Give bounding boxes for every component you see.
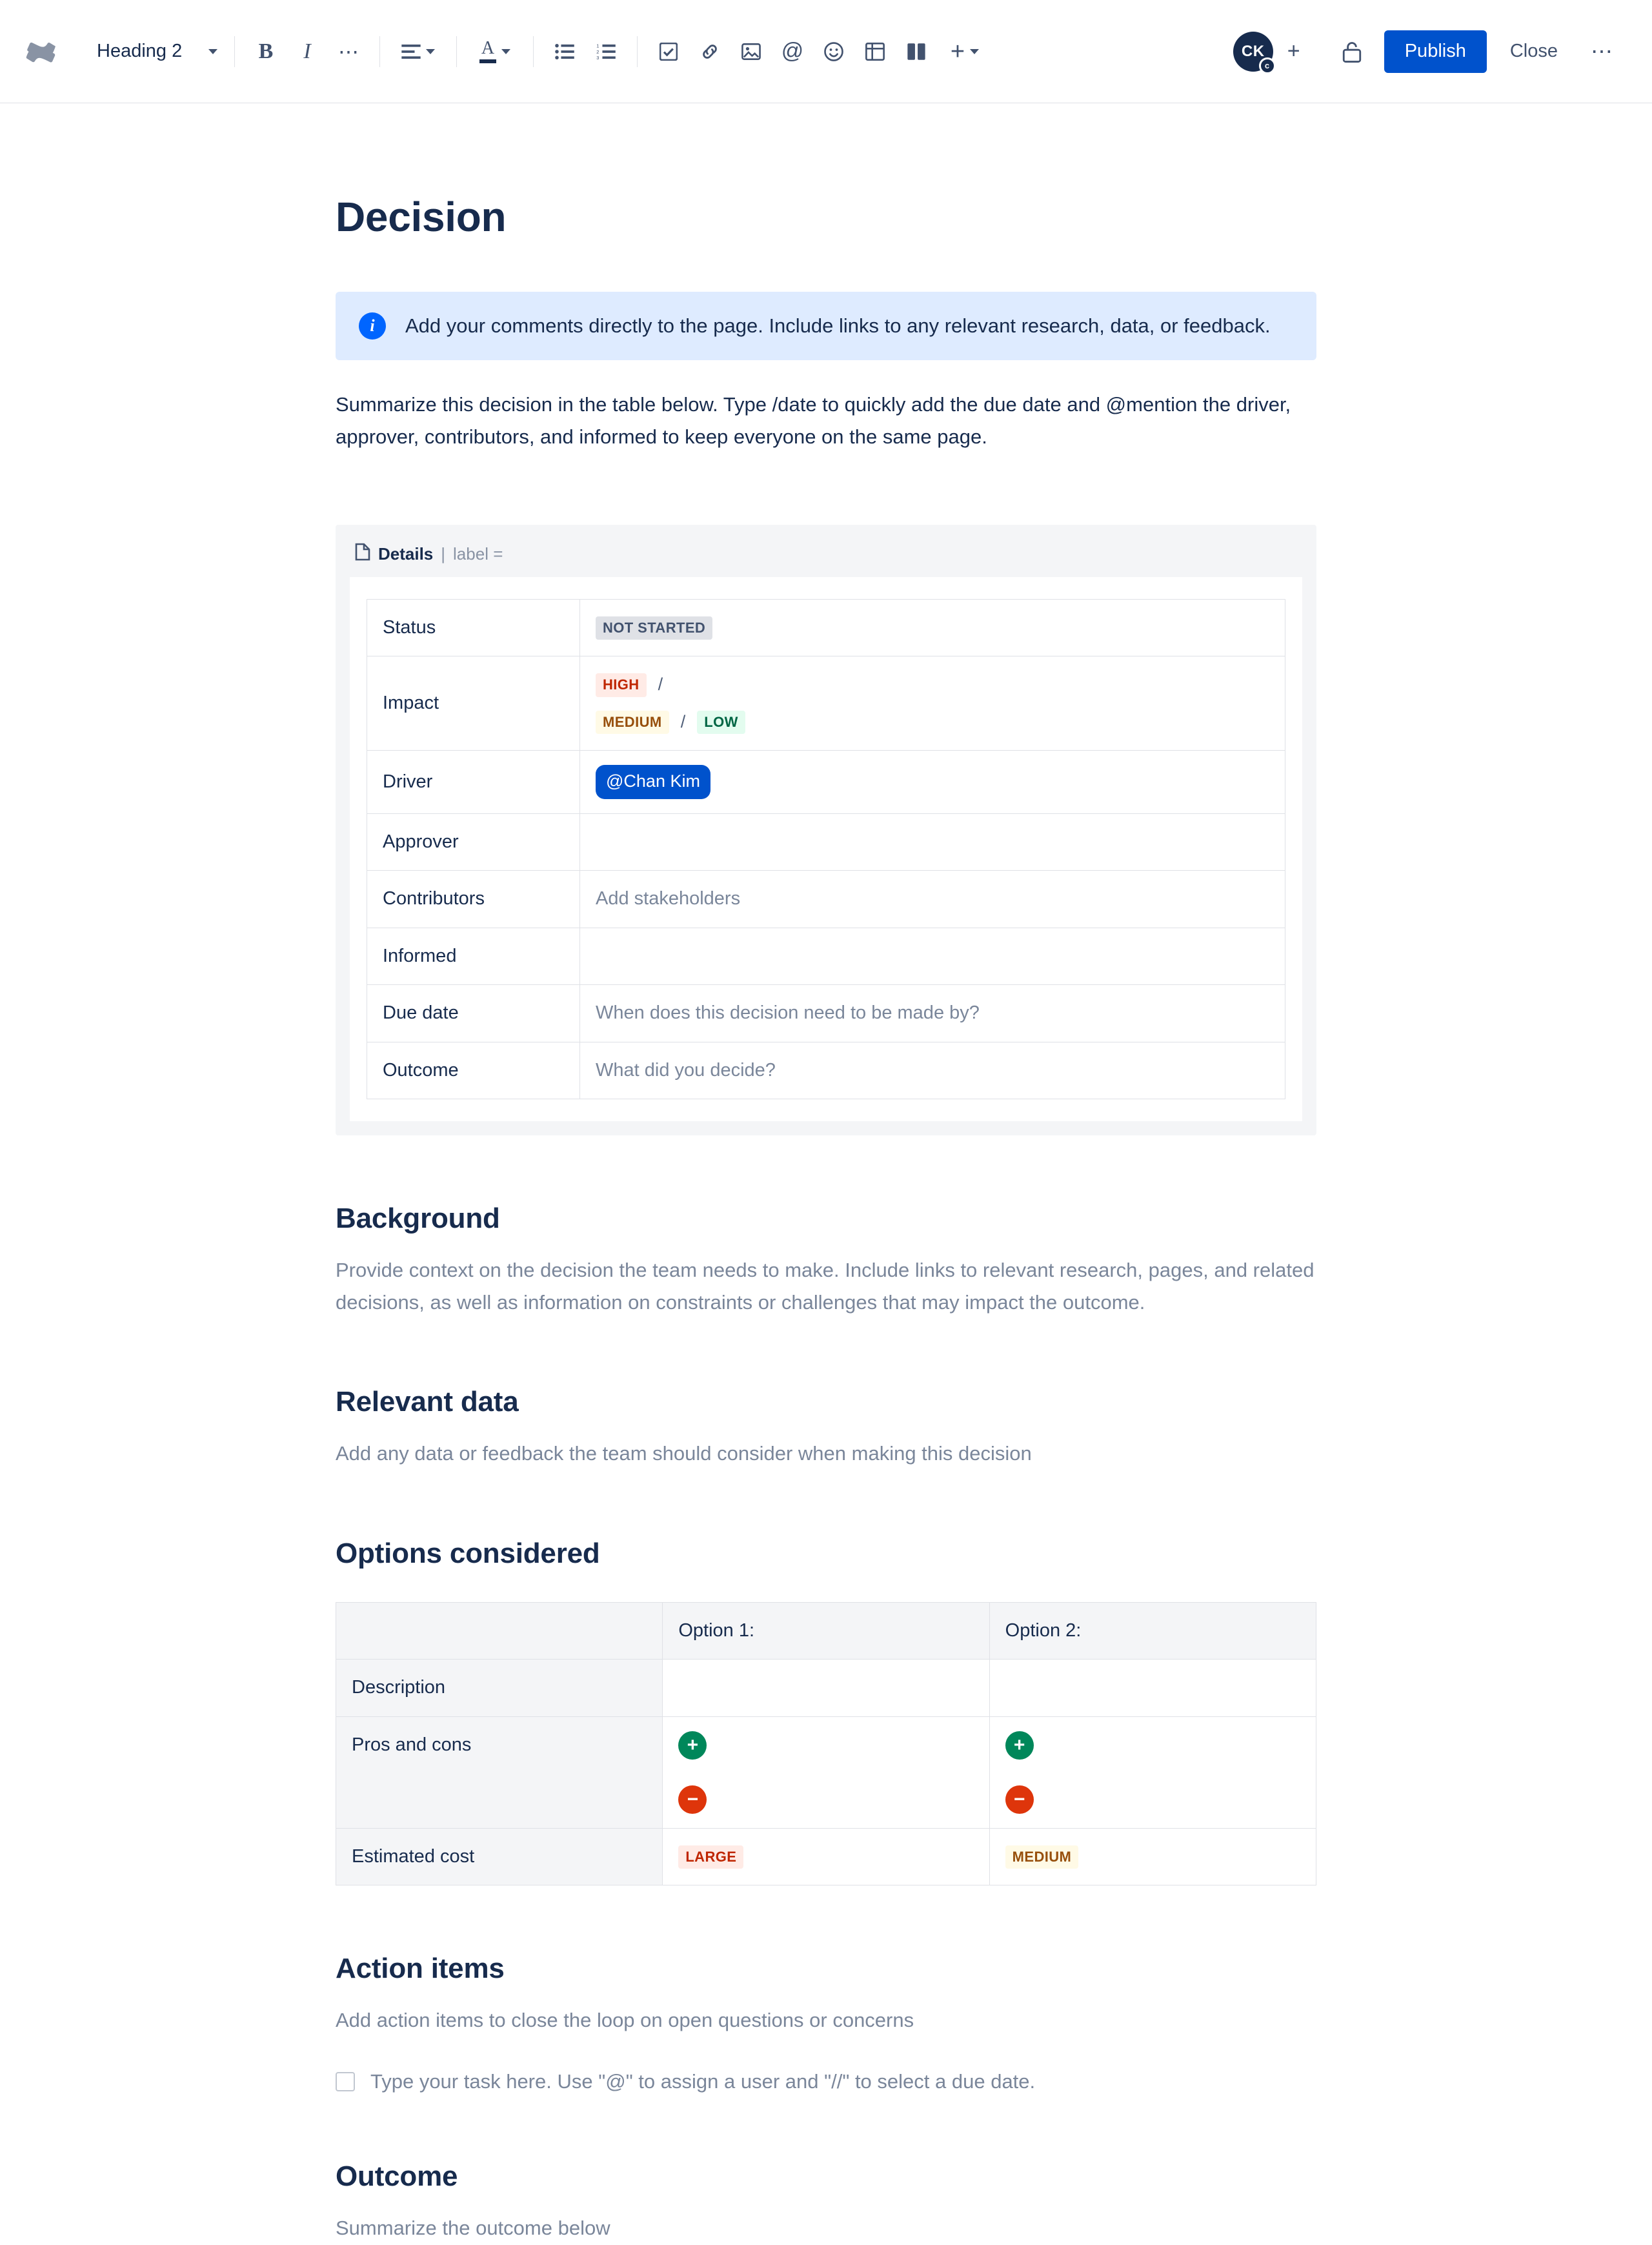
options-col-option2[interactable]: Option 2: [989, 1602, 1316, 1660]
svg-text:3: 3 [596, 54, 599, 59]
publish-button[interactable]: Publish [1384, 30, 1487, 73]
table-row [367, 599, 1285, 656]
emoji-button[interactable] [813, 31, 854, 72]
info-icon: i [359, 312, 386, 340]
task-checkbox[interactable] [336, 2072, 355, 2091]
table-row [336, 1828, 1316, 1885]
bold-button[interactable]: B [258, 39, 274, 63]
details-key-outcome: Outcome [367, 1042, 580, 1099]
details-key-status: Status [367, 599, 580, 656]
section-heading-action-items[interactable]: Action items [336, 1953, 505, 1985]
details-value-impact[interactable] [580, 656, 1285, 751]
table-row [336, 1660, 1316, 1717]
table-row [367, 1042, 1285, 1099]
toolbar-divider [637, 36, 638, 67]
options-col-blank [336, 1602, 663, 1660]
table-row [367, 751, 1285, 814]
options-row-description: Description [336, 1660, 663, 1717]
avatar[interactable] [1233, 32, 1273, 72]
impact-medium-badge: MEDIUM [596, 711, 669, 734]
details-key-contributors: Contributors [367, 871, 580, 928]
details-key-informed: Informed [367, 928, 580, 985]
options-cost-option2[interactable] [989, 1828, 1316, 1885]
text-style-dropdown[interactable] [85, 32, 224, 72]
details-value-contributors[interactable]: Add stakeholders [580, 871, 1285, 928]
avatar-initials: CK [1241, 42, 1265, 60]
options-row-estimated-cost: Estimated cost [336, 1828, 663, 1885]
details-value-driver[interactable] [580, 751, 1285, 814]
minus-icon: − [1005, 1785, 1034, 1814]
toolbar-divider [234, 36, 235, 67]
task-list-item[interactable] [336, 2070, 1316, 2093]
table-row [367, 928, 1285, 985]
mention-button[interactable]: @ [781, 39, 804, 63]
close-button[interactable]: Close [1493, 30, 1575, 73]
section-heading-background[interactable]: Background [336, 1203, 500, 1235]
cost-badge-option1: LARGE [678, 1845, 743, 1869]
impact-low-badge: LOW [697, 711, 745, 734]
page-title[interactable]: Decision [336, 194, 507, 240]
action-items-text[interactable]: Add action items to close the loop on open questions or concerns [336, 2009, 914, 2032]
impact-separator-1: / [658, 675, 663, 695]
chevron-down-icon [501, 49, 510, 54]
options-row-pros-cons: Pros and cons [336, 1716, 663, 1828]
text-style-value: Heading 2 [97, 41, 183, 61]
table-button[interactable] [854, 31, 896, 72]
details-value-due-date[interactable]: When does this decision need to be made by? [580, 985, 1285, 1042]
details-value-outcome[interactable]: What did you decide? [580, 1042, 1285, 1099]
plus-icon: + [1005, 1731, 1034, 1760]
relevant-data-text[interactable]: Add any data or feedback the team should consider when making this decision [336, 1442, 1032, 1465]
toolbar-formatting-group [245, 31, 369, 72]
table-row [367, 656, 1285, 751]
avatar-badge: c [1259, 57, 1276, 74]
insert-more-button[interactable]: + [937, 31, 992, 72]
minus-icon: − [678, 1785, 707, 1814]
table-row [367, 813, 1285, 871]
details-key-approver: Approver [367, 813, 580, 871]
details-value-status[interactable] [580, 599, 1285, 656]
impact-high-badge: HIGH [596, 673, 647, 696]
info-panel [336, 292, 1316, 361]
background-text[interactable]: Provide context on the decision the team needs to make. Include links to relevant research, pages, and related decisions, as well as information on constraints or challenges that may impact the outcome. [336, 1259, 1315, 1314]
table-row [336, 1716, 1316, 1828]
table-header-row [336, 1602, 1316, 1660]
outcome-text[interactable]: Summarize the outcome below [336, 2217, 610, 2240]
svg-text:1: 1 [596, 43, 599, 49]
collaborators [1233, 32, 1309, 72]
options-proscons-option1[interactable] [663, 1716, 989, 1828]
task-placeholder-text[interactable]: Type your task here. Use "@" to assign a user and "//" to select a due date. [370, 2070, 1036, 2093]
section-heading-outcome[interactable]: Outcome [336, 2160, 458, 2193]
image-button[interactable] [730, 31, 772, 72]
options-table [336, 1602, 1316, 1886]
details-macro-title: Details [378, 543, 434, 564]
invite-button[interactable]: + [1287, 39, 1300, 63]
options-description-option2[interactable] [989, 1660, 1316, 1717]
text-color-button[interactable]: A [467, 31, 523, 72]
toolbar-divider [379, 36, 380, 67]
plus-icon: + [678, 1731, 707, 1760]
details-macro-label: label = [453, 543, 503, 564]
cost-badge-option2: MEDIUM [1005, 1845, 1079, 1869]
table-row [367, 985, 1285, 1042]
toolbar-divider [533, 36, 534, 67]
options-col-option1[interactable]: Option 1: [663, 1602, 989, 1660]
layout-button[interactable] [896, 31, 937, 72]
info-panel-text: Add your comments directly to the page. Include links to any relevant research, data, or feedback. [405, 314, 1271, 337]
details-macro [336, 525, 1316, 1136]
chevron-down-icon [426, 49, 435, 54]
options-description-option1[interactable] [663, 1660, 989, 1717]
mention-chip[interactable]: @Chan Kim [596, 765, 710, 799]
bullet-list-button[interactable] [544, 31, 585, 72]
more-options-button[interactable]: ⋯ [1591, 39, 1613, 64]
details-macro-body [350, 577, 1302, 1122]
confluence-logo-icon[interactable] [22, 34, 58, 70]
table-row [367, 871, 1285, 928]
section-heading-options[interactable]: Options considered [336, 1537, 600, 1569]
text-align-button[interactable] [390, 31, 446, 72]
impact-separator-2: / [680, 711, 686, 731]
details-macro-header[interactable] [350, 538, 1302, 577]
chevron-down-icon [208, 49, 217, 54]
editor-toolbar [0, 0, 1652, 103]
task-list-button[interactable] [648, 31, 689, 72]
page-icon [355, 543, 370, 565]
more-formatting-button[interactable]: ⋯ [338, 39, 359, 63]
editor-canvas [0, 103, 1652, 2245]
section-heading-relevant-data[interactable]: Relevant data [336, 1386, 519, 1418]
page-content [336, 194, 1316, 2245]
italic-button[interactable]: I [303, 39, 311, 63]
link-button[interactable] [689, 31, 730, 72]
options-proscons-option2[interactable] [989, 1716, 1316, 1828]
details-value-informed[interactable] [580, 928, 1285, 985]
numbered-list-button[interactable] [585, 31, 627, 72]
details-key-driver: Driver [367, 751, 580, 814]
intro-paragraph[interactable]: Summarize this decision in the table below. Type /date to quickly add the due date and @mention the driver, approver, contributors, and informed to keep everyone on the same page. [336, 393, 1291, 449]
details-macro-divider: | [441, 543, 446, 564]
unlock-icon[interactable] [1331, 31, 1373, 72]
details-value-approver[interactable] [580, 813, 1285, 871]
toolbar-divider [456, 36, 457, 67]
details-key-due-date: Due date [367, 985, 580, 1042]
details-table [367, 599, 1285, 1100]
chevron-down-icon [970, 49, 979, 54]
details-key-impact: Impact [367, 656, 580, 751]
status-badge: NOT STARTED [596, 616, 712, 640]
options-cost-option1[interactable] [663, 1828, 989, 1885]
svg-text:2: 2 [596, 48, 599, 55]
